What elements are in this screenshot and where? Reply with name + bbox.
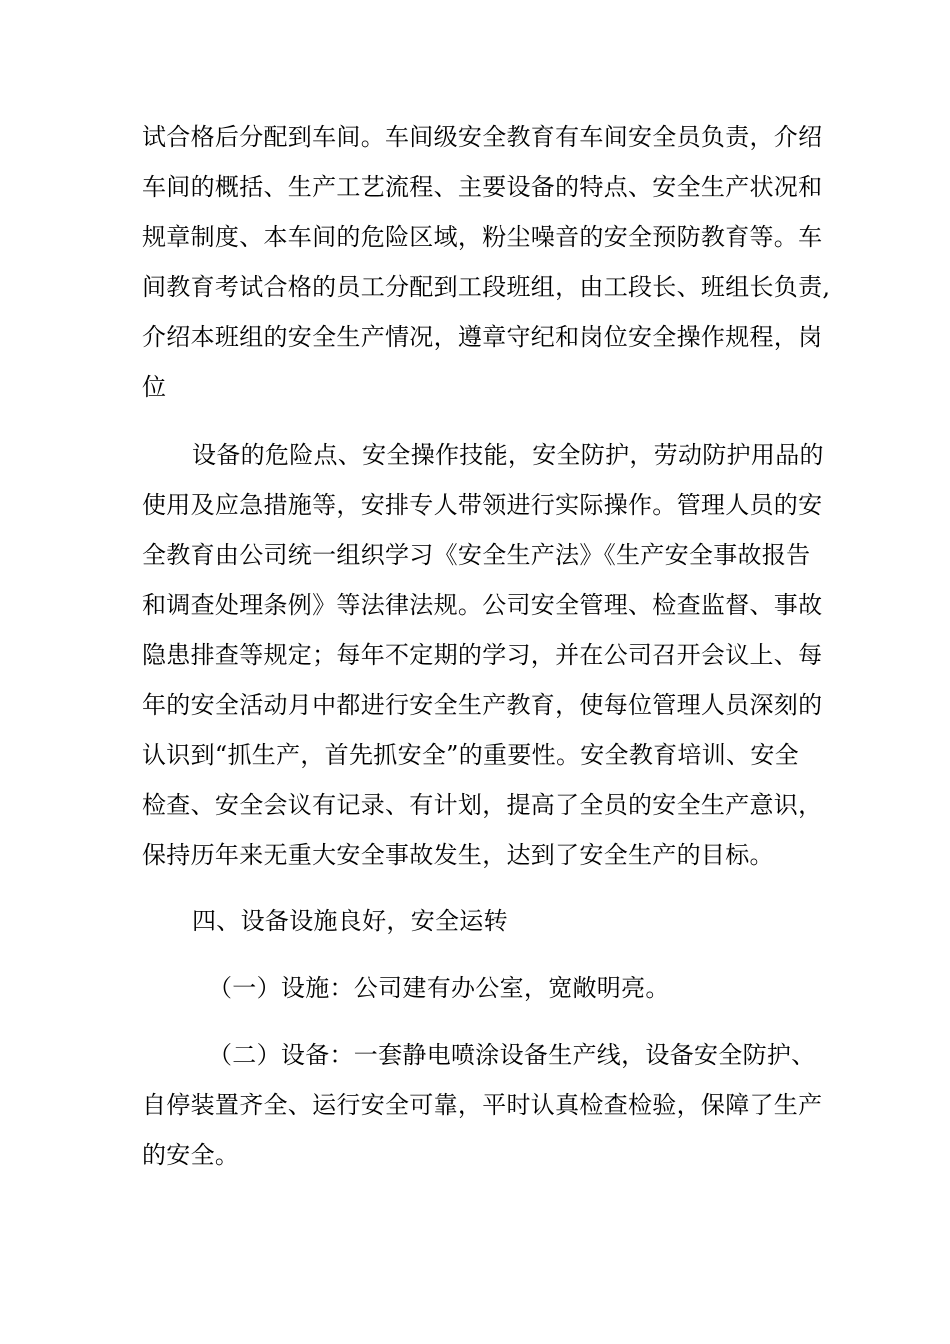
text-line: 认识到“抓生产，首先抓安全”的重要性。安全教育培训、安全 bbox=[142, 741, 799, 769]
text-line: 车间的概括、生产工艺流程、主要设备的特点、安全生产状况和 bbox=[142, 173, 823, 201]
text-line: 位 bbox=[142, 373, 167, 401]
text-line: 使用及应急措施等，安排专人带领进行实际操作。管理人员的安 bbox=[142, 491, 823, 519]
text-line: （二）设备：一套静电喷涂设备生产线，设备安全防护、 bbox=[208, 1041, 816, 1069]
text-line: 保持历年来无重大安全事故发生，达到了安全生产的目标。 bbox=[142, 841, 774, 869]
text-line: 规章制度、本车间的危险区域，粉尘噪音的安全预防教育等。车 bbox=[142, 223, 823, 251]
facility-item: （一）设施：公司建有办公室，宽敞明亮。 bbox=[208, 974, 670, 1002]
text-line: 和调查处理条例》等法律法规。公司安全管理、检查监督、事故 bbox=[142, 591, 823, 619]
text-line: 全教育由公司统一组织学习《安全生产法》《生产安全事故报告 bbox=[142, 541, 811, 569]
text-line: 介绍本班组的安全生产情况，遵章守纪和岗位安全操作规程，岗 bbox=[142, 323, 823, 351]
text-line: 试合格后分配到车间。车间级安全教育有车间安全员负责，介绍 bbox=[142, 123, 823, 151]
section-heading: 四、设备设施良好，安全运转 bbox=[192, 907, 508, 935]
text-line: 自停装置齐全、运行安全可靠，平时认真检查检验，保障了生产 bbox=[142, 1091, 823, 1119]
text-line: 设备的危险点、安全操作技能，安全防护，劳动防护用品的 bbox=[192, 441, 824, 469]
text-line: 隐患排查等规定；每年不定期的学习，并在公司召开会议上、每 bbox=[142, 641, 823, 669]
text-line: 间教育考试合格的员工分配到工段班组，由工段长、班组长负责, bbox=[142, 273, 831, 301]
text-line: 年的安全活动月中都进行安全生产教育，使每位管理人员深刻的 bbox=[142, 691, 823, 719]
text-line: 检查、安全会议有记录、有计划，提高了全员的安全生产意识， bbox=[142, 791, 823, 819]
text-line: 的安全。 bbox=[142, 1141, 240, 1169]
